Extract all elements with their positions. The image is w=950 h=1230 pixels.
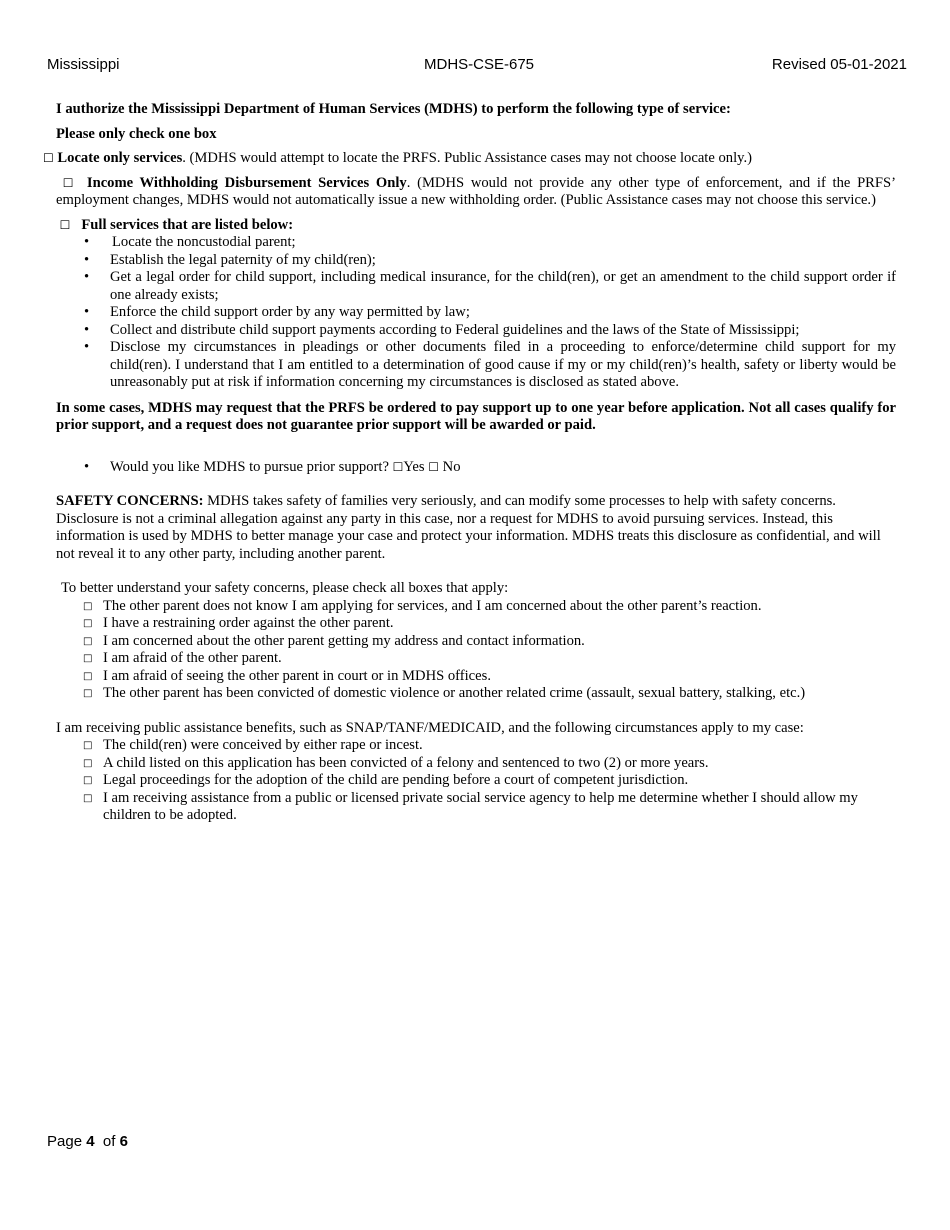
safety-check-item (56, 633, 896, 651)
assistance-check-item (56, 772, 896, 790)
safety-item-text: The other parent does not know I am applying for services, and I am concerned about the other parent’s reaction. (103, 597, 762, 614)
safety-concerns-text: MDHS takes safety of families very seriously, and can modify some processes to help with safety concerns. Disclosure is not a criminal allegation against any party in this case, nor a request for MDHS to avoid pursuing services. Instead, this information is used by MDHS to better manage your case and protect your information. MDHS treats this disclosure as confidential, and will not reveal it to any other party, including another parent. (56, 493, 881, 562)
option-income-withholding (56, 175, 896, 210)
list-item: • Collect and distribute child support payments according to Federal guidelines and the laws of the State of Mississippi; (56, 322, 896, 340)
check-one-instruction: Please only check one box (56, 125, 217, 142)
assistance-item-text: Legal proceedings for the adoption of the child are pending before a court of competent jurisdiction. (103, 772, 689, 788)
income-checkbox[interactable]: ☐ (62, 175, 74, 190)
assistance-checklist (56, 737, 896, 825)
locate-label: Locate only services (57, 150, 183, 166)
safety-item-text: The other parent has been convicted of domestic violence or another related crime (assault, sexual battery, stalking, etc.) (103, 685, 806, 701)
assistance-check-item (56, 755, 896, 773)
assistance-item-text: I am receiving assistance from a public or licensed private social service agency to help me determine whether I should allow my children to be adopted. (103, 789, 858, 823)
safety-concerns-paragraph (56, 493, 896, 563)
assistance-checkbox[interactable]: □ (83, 775, 93, 786)
prior-support-no-checkbox[interactable]: ☐ (428, 459, 439, 474)
safety-item-text: I am afraid of seeing the other parent in court or in MDHS offices. (103, 667, 491, 684)
full-services-checkbox[interactable]: ☐ (59, 217, 71, 232)
page-header (47, 56, 907, 78)
safety-check-item (56, 650, 896, 668)
prior-support-yes-checkbox[interactable]: ☐ (392, 459, 404, 474)
assistance-item-text: The child(ren) were conceived by either rape or incest. (103, 737, 423, 753)
page-footer (47, 1133, 128, 1150)
assistance-check-item (56, 737, 896, 755)
safety-checkbox[interactable]: □ (83, 618, 93, 629)
list-item: • Disclose my circumstances in pleadings or other documents filed in a proceeding to enforce/determine child support for my child(ren). I understand that I am entitled to a determination of good cause if my or my child(ren)’s health, safety or liberty would be unreasonably put at risk if information concerning my circumstances is disclosed as stated above. (56, 339, 896, 392)
locate-description: . (MDHS would attempt to locate the PRFS. Public Assistance cases may not choose locate only.) (182, 150, 752, 166)
safety-checklist (56, 598, 896, 703)
footer-page-number: 4 (86, 1133, 95, 1150)
safety-check-item (56, 668, 896, 686)
header-state: Mississippi (47, 56, 120, 73)
safety-check-item (56, 615, 896, 633)
prior-support-question (2, 459, 896, 477)
option-locate (43, 150, 896, 168)
prior-support-notice: In some cases, MDHS may request that the PRFS be ordered to pay support up to one year before application. Not all cases qualify for prior support, and a request does not guarantee prior support will be awarded or paid. (56, 399, 896, 433)
prior-support-item (56, 459, 896, 477)
option-full-services (56, 217, 896, 235)
footer-page-total: 6 (119, 1133, 128, 1150)
authorize-heading: I authorize the Mississippi Department of Human Services (MDHS) to perform the following type of service: (56, 101, 731, 117)
safety-checkbox[interactable]: □ (83, 670, 93, 682)
form-content (43, 100, 897, 825)
safety-check-item (56, 685, 896, 703)
locate-checkbox[interactable]: ☐ (43, 151, 54, 165)
assistance-check-item (56, 790, 896, 825)
safety-item-text: I have a restraining order against the other parent. (103, 615, 394, 631)
list-item: • Enforce the child support order by any way permitted by law; (56, 304, 896, 322)
list-item: • Locate the noncustodial parent; (56, 234, 896, 252)
safety-item-text: I am concerned about the other parent getting my address and contact information. (103, 632, 585, 649)
income-label: Income Withholding Disbursement Services Only (86, 174, 407, 191)
safety-item-text: I am afraid of the other parent. (103, 650, 282, 666)
full-services-list (2, 234, 896, 392)
safety-concerns-label: SAFETY CONCERNS: (56, 493, 204, 509)
list-item: • Get a legal order for child support, including medical insurance, for the child(ren), or get an amendment to the child support order if one already exists; (56, 269, 896, 304)
footer-of-word: of (94, 1133, 120, 1150)
safety-checkbox[interactable]: □ (83, 635, 93, 647)
full-services-label: Full services that are listed below: (81, 216, 294, 233)
safety-checkbox[interactable]: □ (83, 600, 93, 612)
safety-checkbox[interactable]: □ (83, 653, 93, 664)
prior-support-no-label: No (439, 458, 461, 475)
assistance-checkbox[interactable]: □ (83, 757, 93, 769)
list-item: • Establish the legal paternity of my child(ren); (56, 252, 896, 270)
assistance-checkbox[interactable]: □ (83, 740, 93, 751)
safety-intro: To better understand your safety concerns, please check all boxes that apply: (61, 580, 509, 596)
assistance-item-text: A child listed on this application has been convicted of a felony and sentenced to two (2) or more years. (103, 754, 709, 771)
safety-checkbox[interactable]: □ (83, 688, 93, 699)
header-revised-date: Revised 05-01-2021 (771, 56, 907, 73)
prior-support-text: Would you like MDHS to pursue prior support? (110, 458, 393, 475)
header-form-id: MDHS-CSE-675 (424, 56, 535, 73)
assistance-intro: I am receiving public assistance benefits, such as SNAP/TANF/MEDICAID, and the following circumstances apply to my case: (56, 719, 804, 736)
prior-support-yes-label: Yes (403, 458, 429, 475)
income-description: . (MDHS would not provide any other type of enforcement, and if the PRFS’ employment changes, MDHS would not automatically issue a new withholding order. (Public Assistance cases may not choose this service.) (56, 174, 897, 208)
footer-page-word: Page (47, 1133, 87, 1150)
safety-check-item (56, 598, 896, 616)
assistance-checkbox[interactable]: □ (83, 792, 93, 804)
